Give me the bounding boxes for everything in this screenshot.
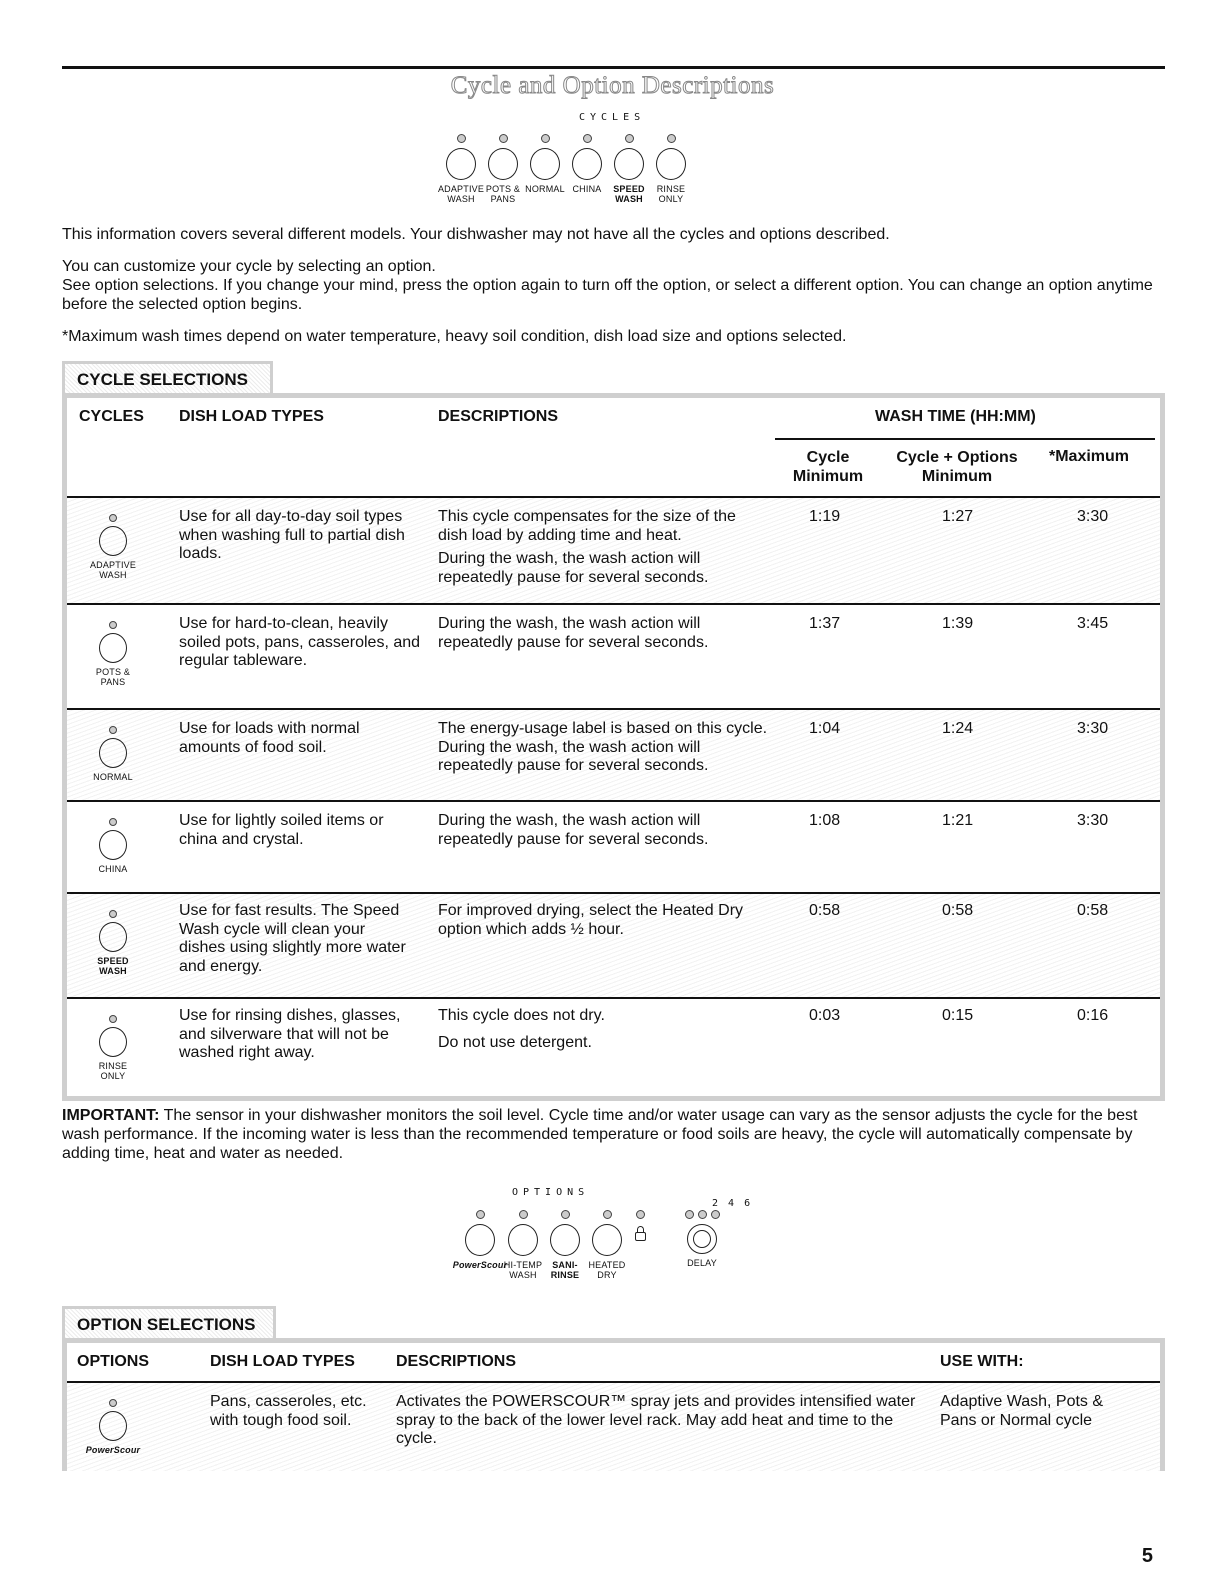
- option-button-hi-temp-wash[interactable]: [502, 1210, 544, 1280]
- description-text: During the wash, the wash action will repeatedly pause for several seconds.: [438, 812, 709, 848]
- option-selections-tab: OPTION SELECTIONS: [62, 1306, 276, 1338]
- cycle-options-minimum-value: 0:58: [942, 902, 974, 919]
- cycle-button-label: RINSE ONLY: [656, 184, 686, 204]
- cycle-icon-normal: [81, 726, 145, 782]
- cycle-icon-label: RINSE ONLY: [98, 1061, 128, 1081]
- circle-button-icon: [99, 738, 127, 768]
- led-indicator: [603, 1210, 612, 1219]
- led-indicator: [667, 134, 676, 143]
- cycle-icon-adaptive-wash: [81, 514, 145, 580]
- header-descriptions: DESCRIPTIONS: [396, 1353, 517, 1370]
- circle-button-icon: [530, 148, 560, 180]
- cycle-button-normal[interactable]: [524, 134, 566, 204]
- led-indicator: [636, 1210, 645, 1219]
- cycle-minimum-value: 1:19: [809, 508, 841, 525]
- cycle-button-china[interactable]: [566, 134, 608, 204]
- led-indicator: [109, 1399, 117, 1407]
- header-dish-load-types: DISH LOAD TYPES: [179, 408, 324, 425]
- cycle-icon-rinse-only: [81, 1015, 145, 1081]
- maximum-value: 3:30: [1077, 508, 1109, 525]
- cycle-minimum-value: 0:58: [809, 902, 841, 919]
- option-icon-powerscour: [81, 1399, 145, 1455]
- led-indicator: [711, 1210, 720, 1219]
- option-table-header: [67, 1343, 1160, 1383]
- led-indicator: [476, 1210, 485, 1219]
- cycles-panel: [437, 134, 692, 204]
- cycle-minimum-value: 1:04: [809, 720, 841, 737]
- cycle-button-speed-wash[interactable]: [608, 134, 650, 204]
- cycle-minimum-value: 1:37: [809, 615, 841, 632]
- page-title: Cycle and Option Descriptions: [450, 72, 775, 99]
- header-wash-time: WASH TIME (HH:MM): [875, 408, 1036, 425]
- option-button-label: PowerScour: [452, 1260, 508, 1270]
- circle-button-icon: [656, 148, 686, 180]
- dish-load-text: Use for lightly soiled items or china and crystal.: [179, 812, 384, 848]
- option-button-delay[interactable]: [678, 1210, 726, 1280]
- cycle-selections-tab: CYCLE SELECTIONS: [62, 361, 273, 393]
- cycle-options-minimum-value: 1:24: [942, 720, 974, 737]
- dish-load-text: Use for all day-to-day soil types when washing full to partial dish loads.: [179, 508, 405, 562]
- table-row: [67, 710, 1160, 802]
- header-options: OPTIONS: [77, 1353, 150, 1370]
- header-maximum: *Maximum: [1049, 448, 1130, 465]
- maximum-value: 0:58: [1077, 902, 1109, 919]
- option-button-label: HI-TEMP WASH: [503, 1260, 543, 1280]
- description-text: During the wash, the wash action will repeatedly pause for several seconds.: [438, 615, 709, 651]
- table-row: [67, 1383, 1160, 1471]
- cycle-minimum-value: 1:08: [809, 812, 841, 829]
- cycle-icon-china: [81, 818, 145, 874]
- intro-paragraph-2b: See option selections. If you change your mind, press the option again to turn off the option, or select a different option. You can change an option anytime before the selected option begins.: [62, 277, 1153, 313]
- led-indicator: [109, 621, 117, 629]
- option-selections-table: [62, 1338, 1165, 1471]
- intro-paragraph-2a: You can customize your cycle by selecting an option.: [62, 258, 436, 275]
- cycle-options-minimum-value: 1:21: [942, 812, 974, 829]
- led-indicator: [109, 726, 117, 734]
- cycle-icon-pots-pans: [81, 621, 145, 687]
- cycle-button-pots-pans[interactable]: [482, 134, 524, 204]
- option-button-label: HEATED DRY: [588, 1260, 626, 1280]
- intro-paragraph-1: This information covers several different models. Your dishwasher may not have all the cycles and options described.: [62, 226, 890, 243]
- led-indicator: [109, 514, 117, 522]
- option-button-label: SANI- RINSE: [550, 1260, 580, 1280]
- cycle-options-minimum-value: 1:39: [942, 615, 974, 632]
- intro-paragraph-3: *Maximum wash times depend on water temperature, heavy soil condition, dish load size and options selected.: [62, 328, 847, 345]
- circle-button-icon: [572, 148, 602, 180]
- use-with-text: Adaptive Wash, Pots & Pans or Normal cycle: [940, 1393, 1104, 1429]
- header-dish-load-types: DISH LOAD TYPES: [210, 1353, 355, 1370]
- cycle-button-label: NORMAL: [525, 184, 565, 194]
- cycle-button-rinse-only[interactable]: [650, 134, 692, 204]
- maximum-value: 3:30: [1077, 812, 1109, 829]
- clock-icon: [687, 1224, 717, 1254]
- circle-button-icon: [614, 148, 644, 180]
- important-note: IMPORTANT: The sensor in your dishwasher monitors the soil level. Cycle time and/or water usage can vary as the sensor adjusts the cycle for the best wash performance. If the incoming water is less than the recommended temperature or food soils are heavy, the cycle will automatically compensate by adding time, heat and water as needed.: [62, 1107, 1138, 1162]
- led-indicator: [499, 134, 508, 143]
- top-rule: [62, 66, 1165, 69]
- header-cycles: CYCLES: [79, 408, 144, 425]
- led-indicator: [519, 1210, 528, 1219]
- dish-load-text: Use for fast results. The Speed Wash cycle will clean your dishes using slightly more water and energy.: [179, 902, 406, 975]
- dish-load-text: Use for loads with normal amounts of food soil.: [179, 720, 360, 756]
- circle-button-icon: [99, 526, 127, 556]
- header-cycle-minimum: Cycle Minimum: [792, 449, 864, 485]
- table-row: [67, 498, 1160, 605]
- option-button-sani-rinse[interactable]: [544, 1210, 586, 1280]
- wash-time-divider: [775, 438, 1155, 440]
- dish-load-text: Pans, casseroles, etc. with tough food soil.: [210, 1393, 367, 1429]
- option-button-powerscour[interactable]: [452, 1210, 508, 1280]
- options-panel-heading: OPTIONS: [512, 1187, 590, 1198]
- circle-button-icon: [550, 1224, 580, 1256]
- led-indicator: [109, 910, 117, 918]
- table-row: [67, 999, 1160, 1096]
- circle-button-icon: [99, 830, 127, 860]
- cycle-button-label: SPEED WASH: [613, 184, 645, 204]
- cycle-icon-label: ADAPTIVE WASH: [89, 560, 137, 580]
- cycle-button-label: ADAPTIVE WASH: [437, 184, 485, 204]
- delay-hours-numbers: 2 4 6: [712, 1198, 753, 1209]
- circle-button-icon: [446, 148, 476, 180]
- cycle-button-adaptive-wash[interactable]: [437, 134, 485, 204]
- led-indicator: [685, 1210, 694, 1219]
- circle-button-icon: [99, 1411, 127, 1441]
- cycle-icon-label: NORMAL: [93, 772, 133, 782]
- maximum-value: 3:30: [1077, 720, 1109, 737]
- cycle-button-label: POTS & PANS: [485, 184, 521, 204]
- dish-load-text: Use for rinsing dishes, glasses, and silverware that will not be washed right away.: [179, 1007, 401, 1061]
- led-indicator: [561, 1210, 570, 1219]
- circle-button-icon: [465, 1224, 495, 1256]
- table-row: [67, 605, 1160, 710]
- led-indicator: [109, 1015, 117, 1023]
- led-indicator: [541, 134, 550, 143]
- options-panel: [452, 1210, 726, 1280]
- table-row: [67, 894, 1160, 999]
- dish-load-text: Use for hard-to-clean, heavily soiled pots, pans, casseroles, and regular tableware.: [179, 615, 421, 669]
- cycle-minimum-value: 0:03: [809, 1007, 841, 1024]
- circle-button-icon: [592, 1224, 622, 1256]
- maximum-value: 0:16: [1077, 1007, 1109, 1024]
- cycle-options-minimum-value: 0:15: [942, 1007, 974, 1024]
- option-button-heated-dry[interactable]: [586, 1210, 628, 1280]
- cycle-icon-speed-wash: [81, 910, 145, 976]
- control-lock-indicator: [628, 1210, 652, 1280]
- cycle-options-minimum-value: 1:27: [942, 508, 974, 525]
- led-indicator: [109, 818, 117, 826]
- description-text: This cycle does not dry. Do not use detergent.: [438, 1007, 605, 1051]
- cycle-icon-label: POTS & PANS: [95, 667, 131, 687]
- cycle-icon-label: CHINA: [98, 864, 128, 874]
- led-indicator: [698, 1210, 707, 1219]
- cycle-button-label: CHINA: [572, 184, 602, 194]
- description-text: For improved drying, select the Heated Dry option which adds ½ hour.: [438, 902, 744, 938]
- circle-button-icon: [488, 148, 518, 180]
- table-row: [67, 802, 1160, 894]
- cycle-selections-table: [62, 393, 1165, 1101]
- led-indicator: [583, 134, 592, 143]
- description-text: The energy-usage label is based on this cycle. During the wash, the wash action will repeatedly pause for several seconds.: [438, 720, 768, 774]
- circle-button-icon: [99, 633, 127, 663]
- option-icon-label: PowerScour: [85, 1445, 141, 1455]
- cycle-table-header: [67, 398, 1160, 498]
- cycles-panel-heading: CYCLES: [579, 112, 646, 123]
- maximum-value: 3:45: [1077, 615, 1109, 632]
- circle-button-icon: [99, 922, 127, 952]
- header-descriptions: DESCRIPTIONS: [438, 408, 559, 425]
- description-text: This cycle compensates for the size of the dish load by adding time and heat. During the wash, the wash action will repeatedly pause for several seconds.: [438, 508, 736, 586]
- option-button-label: DELAY: [687, 1258, 717, 1268]
- led-indicator: [457, 134, 466, 143]
- header-use-with: USE WITH:: [940, 1353, 1024, 1370]
- cycle-icon-label: SPEED WASH: [97, 956, 129, 976]
- lock-icon: [635, 1226, 646, 1240]
- description-text: Activates the POWERSCOUR™ spray jets and provides intensified water spray to the back of the lower level rack. May add heat and time to the cycle.: [396, 1393, 916, 1447]
- circle-button-icon: [99, 1027, 127, 1057]
- led-indicator: [625, 134, 634, 143]
- circle-button-icon: [508, 1224, 538, 1256]
- page-number: 5: [1141, 1545, 1153, 1567]
- header-cycle-options-minimum: Cycle + Options Minimum: [896, 449, 1018, 485]
